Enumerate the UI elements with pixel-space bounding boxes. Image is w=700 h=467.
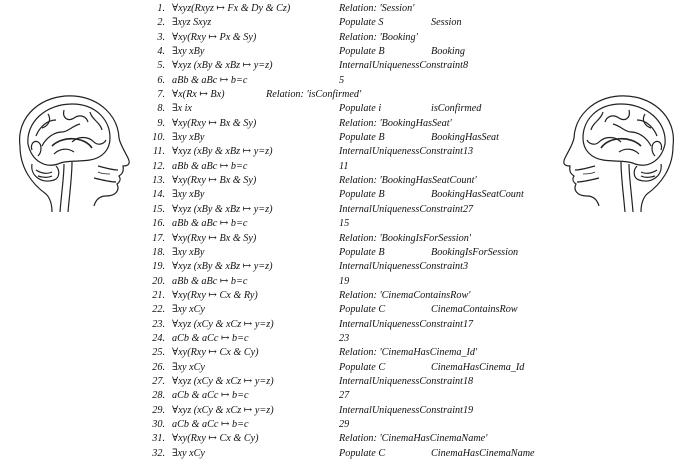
line-justification: Populate C (339, 304, 386, 316)
line-number: 7. (157, 89, 165, 101)
line-formula: ∃xy xBy (172, 246, 205, 258)
line-name: CinemaHasCinema_Id (431, 361, 525, 373)
line-justification: 11 (339, 160, 349, 172)
line-justification: Relation: 'BookingHasSeatCount' (339, 175, 477, 187)
line-justification: Relation: 'BookingHasSeat' (339, 117, 452, 129)
line-formula: ∀xyz (xCy & xCz ↦ y=z) (172, 404, 274, 416)
line-name: BookingIsForSession (431, 246, 519, 258)
line-name: Session (431, 17, 462, 29)
brain-head-left-icon (2, 86, 137, 216)
line-justification: Relation: 'Booking' (339, 31, 418, 43)
line-number: 25. (152, 347, 165, 359)
line-formula: ∀xyz (xBy & xBz ↦ y=z) (172, 60, 273, 72)
line-number: 16. (152, 218, 165, 230)
proof-line (145, 447, 565, 461)
proof-line (145, 188, 565, 202)
proof-line (145, 332, 565, 346)
line-number: 26. (152, 361, 165, 373)
proof-line (145, 217, 565, 231)
line-formula: aBb & aBc ↦ b=c (172, 74, 248, 86)
proof-line (145, 289, 565, 303)
line-justification: 29 (339, 418, 350, 430)
line-number: 27. (152, 375, 165, 387)
line-name: BookingHasSeat (431, 132, 499, 144)
proof-line (145, 432, 565, 446)
line-justification: Populate B (339, 189, 385, 201)
line-number: 1. (157, 3, 165, 14)
line-justification: Relation: 'isConfirmed' (266, 89, 362, 101)
line-number: 13. (152, 175, 165, 187)
line-number: 17. (152, 232, 165, 244)
proof-lines (145, 2, 565, 461)
line-number: 10. (152, 132, 165, 144)
line-number: 6. (157, 74, 165, 86)
line-formula: ∀xy(Rxy ↦ Cx & Cy) (172, 433, 259, 445)
line-number: 4. (157, 46, 165, 58)
proof-line (145, 361, 565, 375)
line-number: 30. (152, 418, 165, 430)
line-formula: aBb & aBc ↦ b=c (172, 275, 248, 287)
proof-line (145, 404, 565, 418)
proof-line (145, 131, 565, 145)
line-justification: Relation: 'CinemaHasCinema_Id' (339, 347, 478, 359)
line-formula: ∃xy xCy (172, 447, 205, 459)
line-name: Booking (431, 46, 465, 58)
line-number: 24. (152, 332, 165, 344)
proof-line (145, 102, 565, 116)
line-justification: Relation: 'BookingIsForSession' (339, 232, 471, 244)
line-justification: Populate i (339, 103, 382, 115)
line-justification: 15 (339, 218, 350, 230)
line-number: 22. (152, 304, 165, 316)
line-justification: Relation: 'CinemaContainsRow' (339, 289, 471, 301)
line-justification: InternalUniquenessConstraint19 (339, 404, 474, 416)
proof-line (145, 160, 565, 174)
proof-line (145, 275, 565, 289)
line-number: 8. (157, 103, 165, 115)
line-justification: InternalUniquenessConstraint18 (339, 375, 474, 387)
proof-line (145, 232, 565, 246)
line-formula: aCb & aCc ↦ b=c (172, 390, 249, 402)
proof-line (145, 16, 565, 30)
proof-line (145, 389, 565, 403)
line-justification: InternalUniquenessConstraint17 (339, 318, 474, 330)
line-number: 31. (152, 433, 165, 445)
line-justification: Relation: 'Session' (339, 3, 415, 14)
line-number: 2. (157, 17, 165, 29)
line-justification: 27 (339, 390, 350, 402)
line-number: 9. (157, 117, 165, 129)
line-formula: ∀xy(Rxy ↦ Cx & Ry) (172, 289, 258, 301)
proof-line (145, 303, 565, 317)
line-number: 15. (152, 203, 165, 215)
proof-line (145, 203, 565, 217)
proof-line (145, 318, 565, 332)
line-justification: 23 (339, 332, 350, 344)
line-formula: ∀xy(Rxy ↦ Bx & Sy) (172, 117, 257, 129)
line-number: 5. (157, 60, 165, 72)
proof-line (145, 418, 565, 432)
line-formula: ∀xyz(Rxyz ↦ Fx & Dy & Cz) (172, 3, 291, 14)
line-name: BookingHasSeatCount (431, 189, 524, 201)
proof-line (145, 246, 565, 260)
line-formula: ∀xyz (xBy & xBz ↦ y=z) (172, 203, 273, 215)
proof-line (145, 174, 565, 188)
line-number: 18. (152, 246, 165, 258)
line-justification: Populate B (339, 246, 385, 258)
line-number: 3. (157, 31, 165, 43)
line-number: 29. (152, 404, 165, 416)
line-formula: ∃xy xCy (172, 361, 205, 373)
line-number: 32. (152, 447, 165, 459)
line-formula: ∀xyz (xBy & xBz ↦ y=z) (172, 146, 273, 158)
line-number: 21. (152, 289, 165, 301)
line-number: 23. (152, 318, 165, 330)
line-formula: ∃xy xBy (172, 189, 205, 201)
line-formula: ∃xyz Sxyz (172, 17, 212, 29)
proof-line (145, 117, 565, 131)
line-justification: 19 (339, 275, 350, 287)
line-number: 11. (153, 146, 165, 158)
line-formula: ∃x ix (172, 103, 192, 115)
line-justification: Relation: 'CinemaHasCinemaName' (339, 433, 488, 445)
line-justification: InternalUniquenessConstraint27 (339, 203, 474, 215)
line-formula: ∀xyz (xCy & xCz ↦ y=z) (172, 375, 274, 387)
line-formula: ∀xyz (xCy & xCz ↦ y=z) (172, 318, 274, 330)
line-formula: aBb & aBc ↦ b=c (172, 160, 248, 172)
line-formula: ∃xy xBy (172, 132, 205, 144)
line-justification: InternalUniquenessConstraint3 (339, 261, 469, 273)
proof-line (145, 260, 565, 274)
line-name: CinemaHasCinemaName (431, 447, 535, 459)
line-formula: aBb & aBc ↦ b=c (172, 218, 248, 230)
proof-line (145, 346, 565, 360)
line-formula: aCb & aCc ↦ b=c (172, 332, 249, 344)
line-justification: 5 (339, 74, 345, 86)
line-formula: ∃xy xCy (172, 304, 205, 316)
line-formula: ∀x(Rx ↦ Bx) (172, 89, 225, 101)
line-formula: ∀xyz (xBy & xBz ↦ y=z) (172, 261, 273, 273)
line-number: 14. (152, 189, 165, 201)
proof-line (145, 2, 565, 16)
line-justification: Populate C (339, 447, 386, 459)
line-formula: ∃xy xBy (172, 46, 205, 58)
line-formula: aCb & aCc ↦ b=c (172, 418, 249, 430)
line-justification: Populate B (339, 46, 385, 58)
line-justification: InternalUniquenessConstraint8 (339, 60, 469, 72)
proof-line (145, 375, 565, 389)
proof-line (145, 59, 565, 73)
proof-line (145, 74, 565, 88)
proof-line (145, 145, 565, 159)
line-name: CinemaContainsRow (431, 304, 518, 316)
line-formula: ∀xy(Rxy ↦ Bx & Sy) (172, 175, 257, 187)
line-number: 20. (152, 275, 165, 287)
line-justification: Populate B (339, 132, 385, 144)
line-justification: Populate S (339, 17, 384, 29)
line-justification: InternalUniquenessConstraint13 (339, 146, 474, 158)
line-number: 19. (152, 261, 165, 273)
line-number: 28. (152, 390, 165, 402)
brain-head-right-icon (556, 86, 691, 216)
line-justification: Populate C (339, 361, 386, 373)
proof-line (145, 31, 565, 45)
line-formula: ∀xy(Rxy ↦ Bx & Sy) (172, 232, 257, 244)
line-formula: ∀xy(Rxy ↦ Cx & Cy) (172, 347, 259, 359)
line-number: 12. (152, 160, 165, 172)
proof-line (145, 45, 565, 59)
line-formula: ∀xy(Rxy ↦ Px & Sy) (172, 31, 257, 43)
line-name: isConfirmed (431, 103, 482, 115)
proof-line (145, 88, 565, 102)
